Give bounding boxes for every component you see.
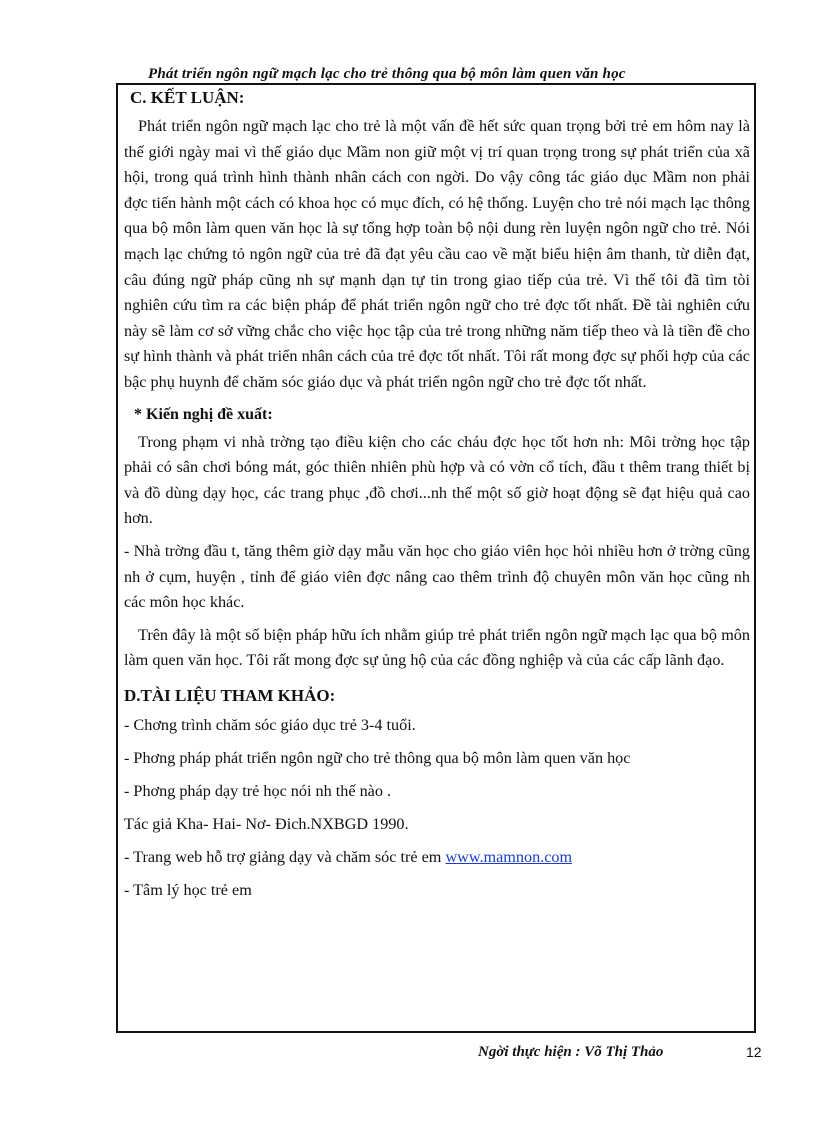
recommendation-paragraph: Trong phạm vi nhà trờng tạo điều kiện cho các cháu đợc học tốt hơn nh: Môi trờng học tập phải có sân chơi bóng mát, góc thiên nhiên phù hợp và có vờn cổ tích, đầu t thêm trang thiết bị và đồ dùng dạy học, các trang phục ,đồ chơi...nh thế một số giờ hoạt động sẽ đạt hiệu quả cao hơn.: [124, 432, 750, 528]
reference-item: - Phơng pháp dạy trẻ học nói nh thế nào .: [124, 781, 392, 800]
conclusion-section: [124, 88, 750, 396]
running-header: Phát triển ngôn ngữ mạch lạc cho trẻ thông qua bộ môn làm quen văn học: [148, 66, 626, 82]
references-section: [124, 686, 750, 900]
page-number: 12: [746, 1044, 762, 1060]
reference-item: - Phơng pháp phát triển ngôn ngữ cho trẻ thông qua bộ môn làm quen văn học: [124, 748, 631, 767]
reference-item: Tác giả Kha- Hai- Nơ- Đich.NXBGD 1990.: [124, 814, 409, 833]
website-link[interactable]: www.mamnon.com: [445, 847, 573, 866]
reference-item: - Tâm lý học trẻ em: [124, 880, 252, 899]
recommendations-title: * Kiến nghị đề xuất:: [134, 405, 273, 423]
page-footer: [478, 1044, 762, 1061]
references-title: D.TÀI LIỆU THAM KHẢO:: [124, 685, 336, 705]
recommendation-paragraph: Trên đây là một số biện pháp hữu ích nhằm giúp trẻ phát triển ngôn ngữ mạch lạc qua bộ môn làm quen văn học. Tôi rất mong đợc sự ủng hộ của các đồng nghiệp và của các cấp lãnh đạo.: [124, 625, 750, 670]
conclusion-title: C. KẾT LUẬN:: [130, 88, 245, 107]
reference-item-web: [124, 847, 750, 867]
author-credit: Ngời thực hiện : Võ Thị Thảo: [478, 1044, 664, 1060]
recommendations-section: [124, 406, 750, 674]
content-area: [124, 88, 750, 900]
reference-item: - Chơng trình chăm sóc giáo dục trẻ 3-4 tuổi.: [124, 715, 416, 734]
conclusion-paragraph: Phát triển ngôn ngữ mạch lạc cho trẻ là một vấn đề hết sức quan trọng bởi trẻ em hôm nay là thế giới ngày mai vì thế giáo dục Mầm non giữ một vị trí quan trọng trong sự phát triển của xã hội, trong quá trình hình thành nhân cách con ngời. Do vậy công tác giáo dục Mầm non phải đợc tiến hành một cách có khoa học có mục đích, có hệ thống. Luyện cho trẻ nói mạch lạc thông qua bộ môn làm quen văn học là sự tổng hợp toàn bộ nội dung rèn luyện ngôn ngữ cho trẻ. Nói mạch lạc chứng tỏ ngôn ngữ của trẻ đã đạt yêu cầu cao về mặt biểu hiện âm thanh, từ diễn đạt, câu đúng ngữ pháp cũng nh sự mạnh dạn tự tin trong giao tiếp của trẻ. Vì thế tôi đã tìm tòi nghiên cứu tìm ra các biện pháp để phát triển ngôn ngữ cho trẻ đợc tốt nhất. Đề tài nghiên cứu này sẽ làm cơ sở vững chắc cho việc học tập của trẻ trong những năm tiếp theo và là tiền đề cho sự hình thành và phát triển nhân cách của trẻ đợc tốt nhất. Tôi rất mong đợc sự phối hợp của các bậc phụ huynh để chăm sóc giáo dục và phát triển ngôn ngữ cho trẻ đợc tốt nhất.: [124, 117, 750, 391]
recommendation-paragraph: - Nhà trờng đầu t, tăng thêm giờ dạy mẫu văn học cho giáo viên học hỏi nhiều hơn ở trờng cũng nh ở cụm, huyện , tỉnh để giáo viên đợc nâng cao thêm trình độ chuyên môn văn học cũng nh các môn học khác.: [124, 541, 750, 612]
reference-web-label: - Trang web hỗ trợ giảng dạy và chăm sóc trẻ em: [124, 847, 446, 866]
